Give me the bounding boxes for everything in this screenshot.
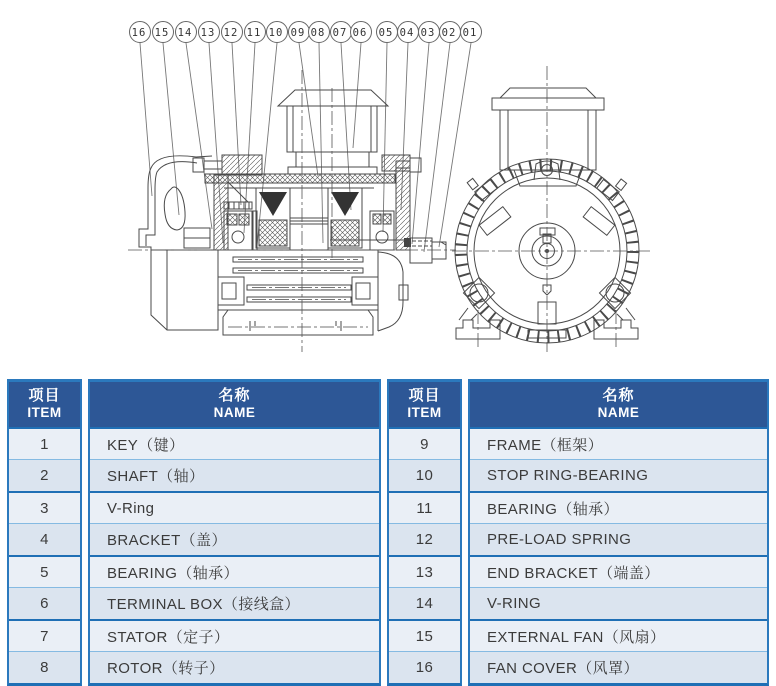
name-cell: BEARING（轴承） [470,491,767,523]
balloon-10 [267,22,288,43]
balloon-15 [153,22,174,43]
motor-cross-section-view [139,90,446,335]
svg-text:04: 04 [399,27,415,39]
balloon-09 [289,22,310,43]
header-name-zh: 名称 [602,386,635,404]
terminal-box-cap [278,90,388,106]
name-column-right [468,379,769,686]
item-cell: 2 [9,459,80,491]
svg-text:15: 15 [154,27,170,39]
column-header-item-left [9,382,80,427]
name-cell: FAN COVER（风罩） [470,651,767,683]
svg-text:09: 09 [290,27,306,39]
header-item-en: ITEM [407,405,442,421]
balloon-03 [419,22,440,43]
fan-cover-outline [139,156,196,250]
center-lines [128,66,650,352]
balloon-14 [176,22,197,43]
item-cell: 7 [9,619,80,651]
balloon-04 [398,22,419,43]
item-cell: 11 [389,491,460,523]
item-cell: 13 [389,555,460,587]
svg-text:01: 01 [462,27,478,39]
item-cell: 6 [9,587,80,619]
shaft [410,238,432,263]
balloon-11 [245,22,266,43]
svg-text:16: 16 [131,27,147,39]
balloon-13 [199,22,220,43]
item-column-left [7,379,82,686]
name-cell: TERMINAL BOX（接线盒） [90,587,379,619]
parts-table [7,379,769,686]
item-cell: 14 [389,587,460,619]
header-item-zh: 项目 [28,386,61,404]
balloon-07 [331,22,352,43]
name-cell: V-Ring [90,491,379,523]
balloon-12 [222,22,243,43]
column-header-item-right [389,382,460,427]
header-name-en: NAME [597,405,640,421]
balloon-01 [461,22,482,43]
item-cell: 15 [389,619,460,651]
column-header-name-left [90,382,379,427]
mounting-foot [223,310,373,335]
item-cell: 4 [9,523,80,555]
name-cell: EXTERNAL FAN（风扇） [470,619,767,651]
svg-text:11: 11 [246,27,262,39]
item-cell: 5 [9,555,80,587]
svg-text:14: 14 [177,27,193,39]
svg-text:05: 05 [378,27,394,39]
header-name-zh: 名称 [218,386,251,404]
header-item-zh: 项目 [408,386,441,404]
balloon-16 [130,22,151,43]
item-cell: 12 [389,523,460,555]
bracket-wall [396,168,410,250]
svg-text:03: 03 [420,27,436,39]
svg-text:08: 08 [310,27,326,39]
balloon-05 [377,22,398,43]
name-column-left [88,379,381,686]
end-bracket-wall [214,175,228,250]
name-cell: STATOR（定子） [90,619,379,651]
name-cell: STOP RING-BEARING [470,459,767,491]
svg-text:12: 12 [223,27,239,39]
svg-text:06: 06 [352,27,368,39]
balloon-02 [440,22,461,43]
item-column-right [387,379,462,686]
balloon-06 [351,22,372,43]
header-name-en: NAME [213,405,256,421]
name-cell: SHAFT（轴） [90,459,379,491]
name-cell: BRACKET（盖） [90,523,379,555]
callout-balloons [130,22,482,43]
item-cell: 8 [9,651,80,683]
item-cell: 16 [389,651,460,683]
item-cell: 10 [389,459,460,491]
name-cell: KEY（键） [90,427,379,459]
balloon-08 [309,22,330,43]
name-cell: ROTOR（转子） [90,651,379,683]
item-cell: 1 [9,427,80,459]
svg-text:10: 10 [268,27,284,39]
item-cell: 3 [9,491,80,523]
name-cell: FRAME（框架） [470,427,767,459]
name-cell: PRE-LOAD SPRING [470,523,767,555]
header-item-en: ITEM [27,405,62,421]
svg-text:02: 02 [441,27,457,39]
svg-text:07: 07 [332,27,348,39]
svg-text:13: 13 [200,27,216,39]
name-cell: END BRACKET（端盖） [470,555,767,587]
name-cell: BEARING（轴承） [90,555,379,587]
external-fan [164,187,185,230]
name-cell: V-RING [470,587,767,619]
column-header-name-right [470,382,767,427]
item-cell: 9 [389,427,460,459]
